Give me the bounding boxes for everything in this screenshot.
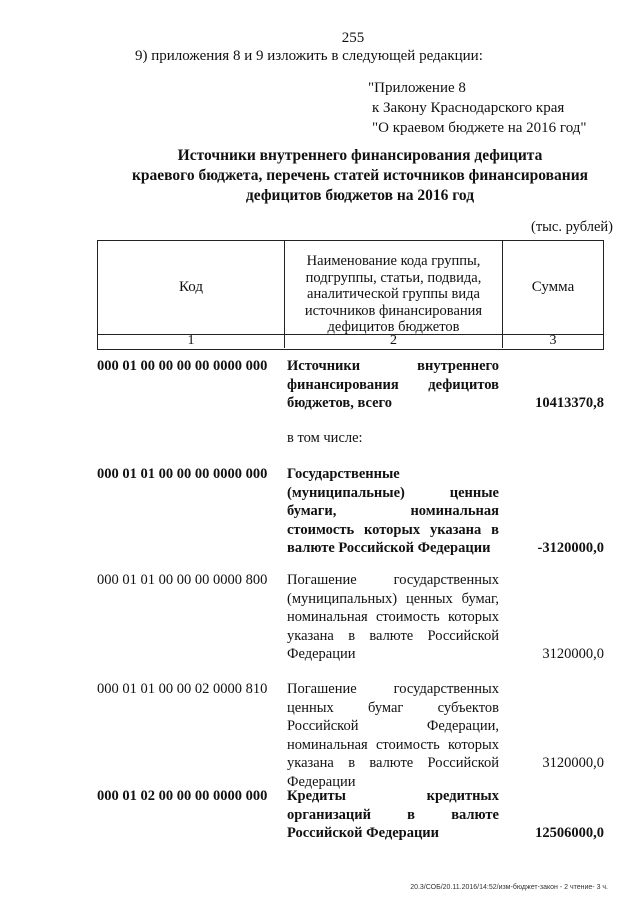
column-number: 2 bbox=[284, 333, 503, 348]
row-sum: -3120000,0 bbox=[537, 540, 604, 556]
row-code: 000 01 02 00 00 00 0000 000 bbox=[97, 788, 268, 804]
row-name: Источники внутреннего финансирования дефицитов бюджетов, всего bbox=[287, 358, 499, 411]
row-name: Кредиты кредитных организаций в валюте Российской Федерации bbox=[287, 788, 499, 841]
appendix-reference bbox=[368, 78, 587, 138]
title-line: дефицитов бюджетов на 2016 год bbox=[245, 187, 475, 204]
table-header bbox=[97, 240, 604, 335]
row-name: Государственные (муниципальные) ценные бумаги, номинальная стоимость которых указана в валюте Российской Федерации bbox=[287, 466, 499, 556]
row-code: 000 01 01 00 00 00 0000 000 bbox=[97, 466, 268, 482]
row-name: Погашение государственных ценных бумаг субъектов Российской Федерации, номинальная стоимость которых указана в валюте Российской Федерации bbox=[287, 681, 499, 790]
row-sum: 12506000,0 bbox=[535, 825, 604, 841]
title-line: краевого бюджета, перечень статей источников финансирования bbox=[131, 167, 589, 184]
row-name: Погашение государственных (муниципальных) ценных бумаг, номинальная стоимость которых указана в валюте Российской Федерации bbox=[287, 572, 499, 662]
row-sum: 3120000,0 bbox=[542, 755, 604, 771]
header-code: Код bbox=[179, 279, 203, 295]
header-name: Наименование кода группы, подгруппы, статьи, подвида, аналитической группы вида источников финансирования дефицитов бюджетов bbox=[284, 241, 503, 334]
column-number: 1 bbox=[187, 333, 195, 348]
appendix-line: "Приложение 8 bbox=[368, 80, 466, 96]
appendix-line: к Закону Краснодарского края bbox=[372, 100, 565, 116]
appendix-line: "О краевом бюджете на 2016 год" bbox=[372, 120, 587, 136]
intro-paragraph: 9) приложения 8 и 9 изложить в следующей редакции: bbox=[135, 48, 483, 64]
units-label: (тыс. рублей) bbox=[531, 219, 613, 235]
including-note: в том числе: bbox=[287, 430, 363, 446]
footer-stamp: 20.3/СОБ/20.11.2016/14:52/изм-бюджет-закон - 2 чтение- 3 ч. bbox=[410, 884, 608, 891]
header-sum: Сумма bbox=[531, 279, 575, 295]
column-numbers-row bbox=[97, 334, 604, 350]
row-sum: 10413370,8 bbox=[535, 395, 604, 411]
document-title bbox=[90, 146, 630, 206]
row-code: 000 01 01 00 00 00 0000 800 bbox=[97, 572, 268, 588]
column-number: 3 bbox=[549, 333, 557, 348]
title-line: Источники внутреннего финансирования дефицита bbox=[177, 147, 543, 164]
row-code: 000 01 01 00 00 02 0000 810 bbox=[97, 681, 268, 697]
row-sum: 3120000,0 bbox=[542, 646, 604, 662]
page-number: 255 bbox=[341, 30, 365, 46]
row-code: 000 01 00 00 00 00 0000 000 bbox=[97, 358, 268, 374]
